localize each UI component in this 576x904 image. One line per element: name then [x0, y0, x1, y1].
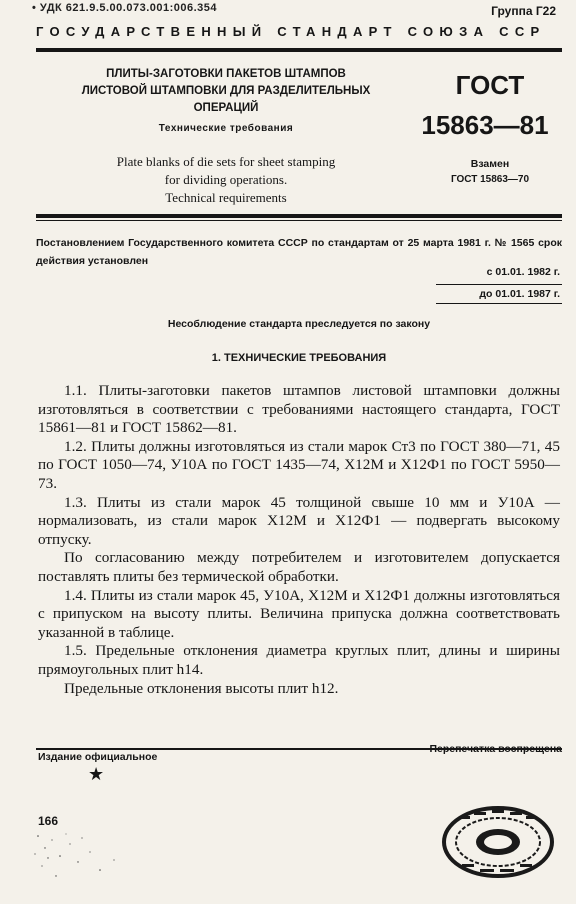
library-stamp: [438, 802, 558, 882]
gost-number: 15863—81: [421, 110, 549, 140]
group-code: Группа Г22: [491, 4, 556, 18]
title-en-line: Technical requirements: [165, 190, 287, 205]
legal-warning: Несоблюдение стандарта преследуется по закону: [167, 318, 431, 330]
body-text: [38, 382, 560, 698]
header-divider-thin: [36, 220, 562, 221]
decree-text: Постановлением Государственного комитета СССР по стандартам от 25 марта 1981 г. № 1565 срок действия установлен: [36, 237, 562, 267]
title-en-line: for dividing operations.: [164, 172, 288, 187]
paragraph: 1.3. Плиты из стали марок 45 толщиной свыше 10 мм и У10А — нормализовать, из стали марок Х12М и Х12Ф1 — подвергать высокому отпуску.: [38, 493, 560, 548]
paragraph: 1.2. Плиты должны изготовляться из стали марок Ст3 по ГОСТ 380—71, 45 по ГОСТ 1050—74, У10А по ГОСТ 1435—74, Х12М и Х12Ф1 по ГОСТ 5950—73.: [38, 437, 560, 492]
date-divider: [436, 303, 562, 304]
title-ru-line: ОПЕРАЦИЙ: [193, 102, 259, 114]
replaces-value: ГОСТ 15863—70: [450, 174, 530, 185]
page-number: 166: [38, 814, 59, 828]
effective-until: до 01.01. 1987 г.: [479, 288, 560, 300]
paragraph: 1.4. Плиты из стали марок 45, У10А, Х12М и Х12Ф1 должны изготовляться с припуском на высоту плиты. Величина припуска должна соответствовать указанной в таблице.: [38, 586, 560, 641]
print-noise: [30, 826, 140, 886]
title-subtitle: Технические требования: [158, 123, 294, 134]
replaces-label: Взамен: [470, 158, 510, 170]
paragraph: По согласованию между потребителем и изготовителем допускается поставлять плиты без термической обработки.: [38, 549, 560, 585]
header-divider: [36, 214, 562, 218]
paragraph: Предельные отклонения высоты плит h12.: [64, 679, 339, 697]
top-divider: [36, 48, 562, 52]
official-edition: Издание официальное: [38, 751, 158, 763]
date-divider: [436, 284, 562, 285]
effective-from: с 01.01. 1982 г.: [486, 266, 560, 278]
paragraph: 1.1. Плиты-заготовки пакетов штампов листовой штамповки должны изготовляться в соответствии с требованиями настоящего стандарта, ГОСТ 15861—81 и ГОСТ 15862—81.: [38, 382, 560, 437]
title-ru-line: ПЛИТЫ-ЗАГОТОВКИ ПАКЕТОВ ШТАМПОВ: [106, 68, 346, 80]
title-ru-line: ЛИСТОВОЙ ШТАМПОВКИ ДЛЯ РАЗДЕЛИТЕЛЬНЫХ: [81, 85, 371, 97]
gost-label: ГОСТ: [455, 70, 525, 100]
section-title: 1. ТЕХНИЧЕСКИЕ ТРЕБОВАНИЯ: [211, 352, 387, 364]
udc-code: • УДК 621.9.5.00.073.001:006.354: [32, 2, 218, 14]
title-english: [46, 153, 406, 207]
state-standard-heading: ГОСУДАРСТВЕННЫЙ СТАНДАРТ СОЮЗА ССР: [36, 24, 546, 39]
title-russian: [46, 66, 406, 117]
reprint-prohibited: Перепечатка воспрещена: [429, 743, 562, 755]
title-en-line: Plate blanks of die sets for sheet stamping: [116, 154, 336, 169]
star-icon: ★: [88, 764, 105, 784]
paragraph: 1.5. Предельные отклонения диаметра круглых плит, длины и ширины прямоугольных плит h14.: [38, 642, 560, 678]
